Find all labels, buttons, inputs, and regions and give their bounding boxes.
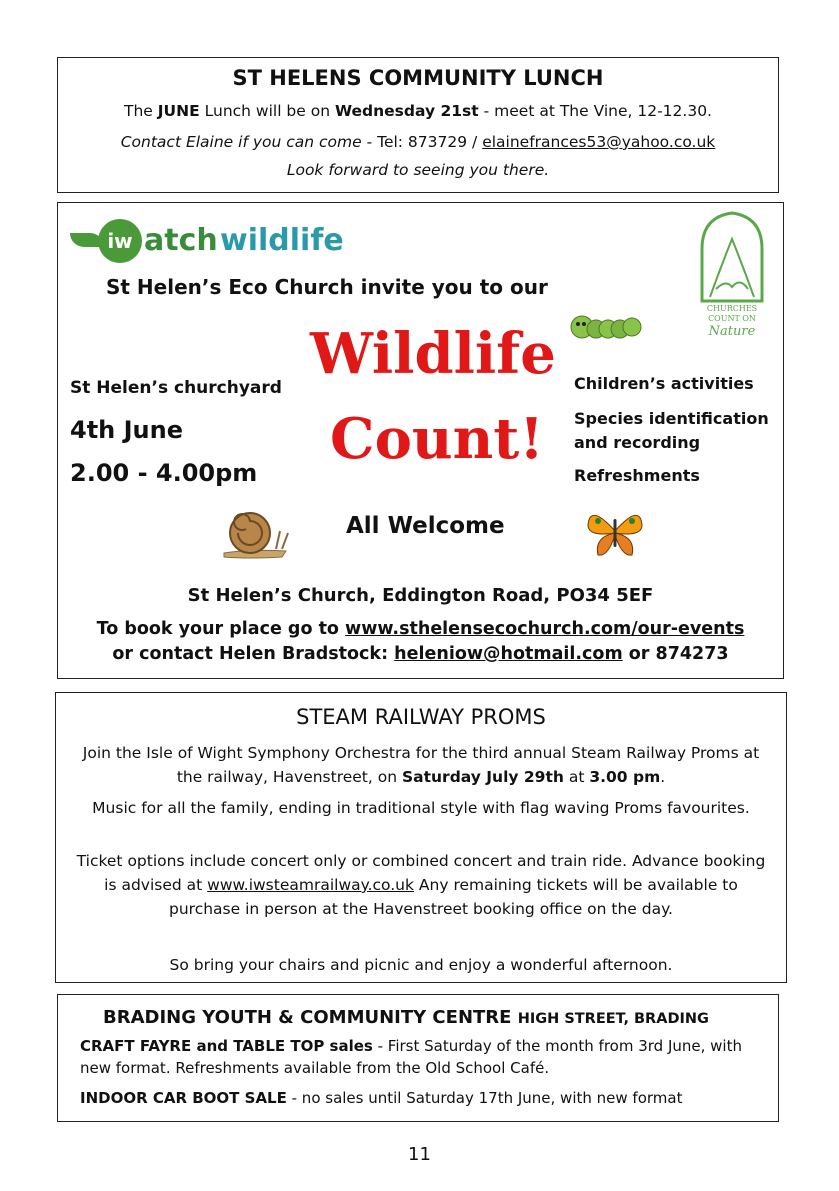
brading-event-name: INDOOR CAR BOOT SALE <box>80 1089 287 1107</box>
logo-wildlife-text: wildlife <box>220 223 344 258</box>
invite-line: St Helen’s Eco Church invite you to our <box>106 275 548 299</box>
iwatch-wildlife-logo <box>70 217 344 267</box>
steam-date: Saturday July 29th <box>401 768 564 786</box>
logo-nature-text: Nature <box>708 324 756 339</box>
brading-event-name: CRAFT FAYRE and TABLE TOP sales <box>80 1037 373 1055</box>
booking-website-link[interactable]: www.sthelensecochurch.com/our-events <box>345 619 745 639</box>
brading-paragraph <box>80 1087 760 1109</box>
steam-paragraph <box>76 849 766 921</box>
butterfly-icon <box>584 501 646 563</box>
lunch-email-link[interactable]: elainefrances53@yahoo.co.uk <box>482 133 716 151</box>
wildlife-count-box <box>57 202 784 679</box>
lunch-details <box>58 102 778 120</box>
logo-atch-text: atch <box>144 223 218 258</box>
event-date: 4th June <box>70 416 183 444</box>
brading-text: - no sales until Saturday 17th June, with new format <box>286 1089 683 1107</box>
activity-item: Species identification and recording <box>574 409 769 452</box>
iw-badge: iw <box>98 219 142 263</box>
steam-railway-proms-box <box>55 692 787 983</box>
churches-count-on-nature-logo <box>696 209 768 339</box>
steam-text: . <box>660 768 666 786</box>
contact-text: or contact Helen Bradstock: <box>112 644 395 664</box>
contact-email-link[interactable]: heleniow@hotmail.com <box>394 644 623 664</box>
event-time: 2.00 - 4.00pm <box>70 459 258 487</box>
snail-icon <box>220 501 292 561</box>
lunch-contact-text: Contact Elaine if you can come <box>120 133 362 151</box>
steam-text: Any remaining tickets will be available to purchase in person at the Havenstreet booking office on the day. <box>169 876 738 918</box>
logo-count-on-text: COUNT ON <box>708 314 756 323</box>
lunch-title: ST HELENS COMMUNITY LUNCH <box>232 66 604 90</box>
brading-community-centre-box <box>57 994 779 1122</box>
lunch-text: The <box>124 102 158 120</box>
brading-text: - First Saturday of the month from 3rd June, with new format. Refreshments available from the Old School Café. <box>80 1037 742 1077</box>
booking-text: To book your place go to <box>96 619 346 639</box>
brading-paragraph <box>80 1035 760 1079</box>
steam-text: Ticket options include concert only or combined concert and train ride. Advance booking is advised at <box>76 852 766 894</box>
contact-line <box>58 644 783 664</box>
lunch-month: JUNE <box>157 102 200 120</box>
activity-item: Children’s activities <box>574 374 754 393</box>
steam-text: at <box>563 768 590 786</box>
lunch-date: Wednesday 21st <box>334 102 479 120</box>
steam-paragraph <box>76 741 766 789</box>
caterpillar-icon <box>568 309 648 345</box>
logo-churches-text: CHURCHES <box>706 304 758 313</box>
booking-line <box>58 619 783 639</box>
steam-text: Join the Isle of Wight Symphony Orchestra for the third annual Steam Railway Proms at the railway, Havenstreet, on <box>82 744 760 786</box>
wildlife-heading: Wildlife <box>310 321 556 387</box>
all-welcome-text: All Welcome <box>346 513 505 539</box>
brading-title <box>103 1007 709 1028</box>
steam-time: 3.00 pm <box>589 768 661 786</box>
lunch-contact <box>58 133 778 151</box>
lunch-text: Lunch will be on <box>199 102 335 120</box>
event-location: St Helen’s churchyard <box>70 378 282 398</box>
steam-paragraph: Music for all the family, ending in traditional style with flag waving Proms favourites. <box>92 799 750 817</box>
page-number: 11 <box>408 1144 431 1165</box>
lunch-venue: - meet at The Vine, 12-12.30. <box>478 102 712 120</box>
count-heading: Count! <box>330 406 544 472</box>
brading-address: HIGH STREET, BRADING <box>517 1011 709 1027</box>
lunch-phone: - Tel: 873729 / <box>361 133 483 151</box>
community-lunch-box <box>57 57 779 193</box>
lunch-closing: Look forward to seeing you there. <box>286 161 550 179</box>
activity-item: Refreshments <box>574 466 700 485</box>
event-venue: St Helen’s Church, Eddington Road, PO34 5EF <box>187 585 654 606</box>
brading-title-main: BRADING YOUTH & COMMUNITY CENTRE <box>103 1007 518 1028</box>
steam-title: STEAM RAILWAY PROMS <box>296 705 546 729</box>
contact-phone: or 874273 <box>622 644 729 664</box>
steam-website-link[interactable]: www.iwsteamrailway.co.uk <box>207 876 414 894</box>
steam-paragraph: So bring your chairs and picnic and enjoy a wonderful afternoon. <box>169 956 673 974</box>
